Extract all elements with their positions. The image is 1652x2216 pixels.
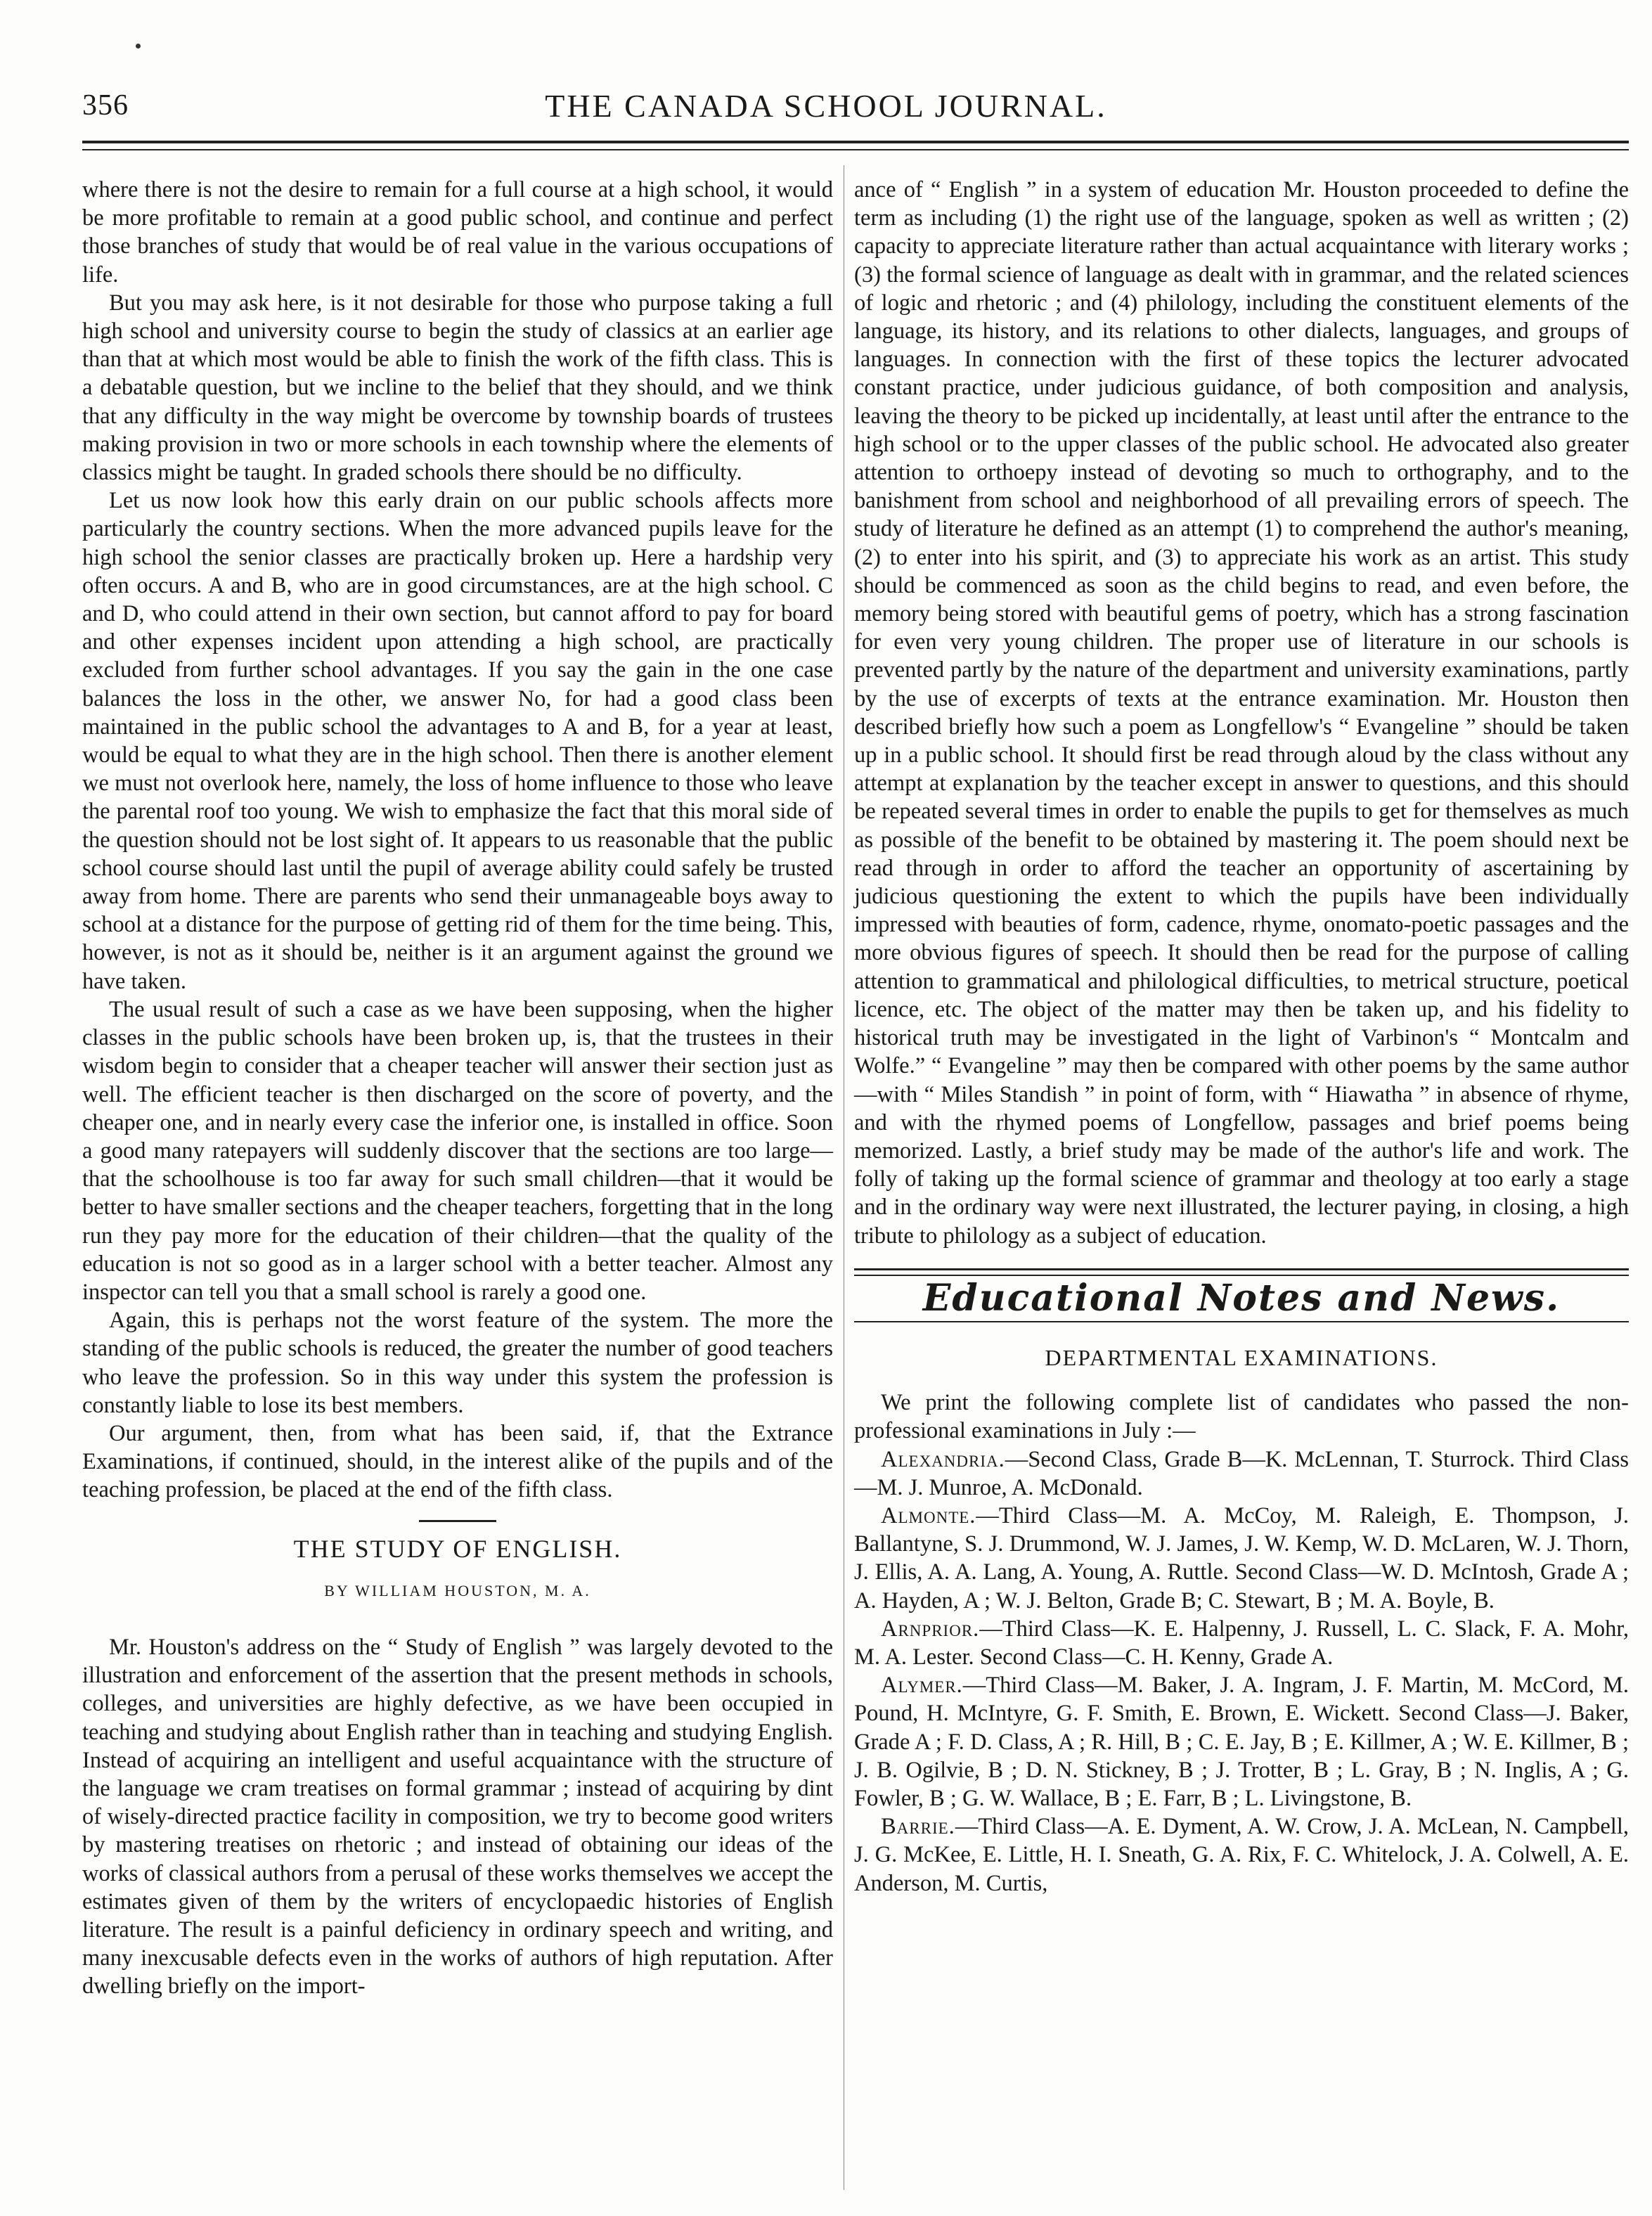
section-rule-lower xyxy=(854,1321,1629,1322)
list-item xyxy=(854,1445,1629,1502)
entry-text: —Third Class—A. E. Dyment, A. W. Crow, J. A. McLean, N. Campbell, J. G. McKee, E. Little, H. I. Sneath, G. A. Rix, F. C. Whitelock, J. A. Colwell, A. E. Anderson, M. Curtis, xyxy=(854,1814,1629,1896)
journal-title: THE CANADA SCHOOL JOURNAL. xyxy=(545,88,1107,124)
town-name: Alexandria. xyxy=(881,1446,1005,1472)
section-title: Educational Notes and News. xyxy=(922,1276,1561,1320)
paragraph: ance of “ English ” in a system of education Mr. Houston proceeded to define the term as including (1) the right use of the language, spoken as well as written ; (2) capacity to appreciate literature rather than actual acquaintance with literary works ; (3) the formal science of language as dealt with in grammar, and the related sciences of logic and rhetoric ; and (4) philology, including the constituent elements of the language, its history, and its relations to other dialects, languages, and groups of languages. In connection with the first of these topics the lecturer advocated constant practice, under judicious guidance, of both composition and analysis, leaving the theory to be picked up incidentally, at least until after the entrance to the high school or to the upper classes of the public school. He advocated also greater attention to orthoepy instead of devoting so much to orthography, and to the banishment from school and neighborhood of all prevailing errors of speech. The study of literature he defined as an attempt (1) to comprehend the author's meaning, (2) to enter into his spirit, and (3) to appreciate his work as an artist. This study should be commenced as soon as the child begins to read, and even before, the memory being stored with beautiful gems of poetry, which has a strong fascination for even very young children. The proper use of literature in our schools is prevented partly by the nature of the department and university examinations, partly by the use of excerpts of texts at the entrance examination. Mr. Houston then described briefly how such a poem as Longfellow's “ Evangeline ” should be taken up in a public school. It should first be read through aloud by the class without any attempt at explanation by the teacher except in answer to questions, and this should be repeated several times in order to enable the pupils to get for themselves as much as possible of the benefit to be obtained by mastering it. The poem should next be read through in order to afford the teacher an opportunity of ascertaining by judicious questioning the extent to which the pupils have been individually impressed with beauties of form, cadence, rhyme, onomato-poetic passages and the more obvious figures of speech. It should then be read for the purpose of calling attention to grammatical and philological difficulties, to metrical structure, poetical licence, etc. The object of the matter may then be taken up, and his fidelity to historical truth may be investigated in the light of Varbinon's “ Montcalm and Wolfe.” “ Evangeline ” may then be compared with other poems by the same author—with “ Miles Standish ” in point of form, with “ Hiawatha ” in absence of rhyme, and with the rhymed poems of Longfellow, passages and brief poems being memorized. Lastly, a brief study may be made of the author's life and work. The folly of taking up the formal science of grammar and theology at too early a stage and in the ordinary way were next illustrated, the lecturer paying, in closing, a high tribute to philology as a subject of education. xyxy=(854,177,1629,1249)
article-title: THE STUDY OF ENGLISH. xyxy=(293,1534,622,1563)
paragraph: The usual result of such a case as we have been supposing, when the higher classes in the public schools have been broken up, is, that the trustees in their wisdom begin to consider that a cheaper teacher will answer their section just as well. The efficient teacher is then discharged on the score of poverty, and the cheaper one, and in nearly every case the inferior one, is installed in office. Soon a good many ratepayers will suddenly discover that the sections are too large—that the schoolhouse is too far away for such small children—that it would be better to have smaller sections and the cheaper teachers, forgetting that in the long run they pay more for the education of their children—that the quality of the education is not so good as in a larger school with a better teacher. Almost any inspector can tell you that a small school is rarely a good one. xyxy=(82,996,833,1305)
list-item xyxy=(854,1671,1629,1812)
right-column xyxy=(854,176,1629,1898)
list-item xyxy=(854,1502,1629,1615)
town-name: Barrie. xyxy=(881,1814,955,1840)
header-rule-thick xyxy=(82,141,1629,143)
entry-text: —Second Class, Grade B—K. McLennan, T. Sturrock. Third Class—M. J. Munroe, A. McDonald. xyxy=(854,1446,1629,1500)
header-rule-thin xyxy=(82,149,1629,150)
section-rule-thick xyxy=(854,1268,1629,1270)
list-item xyxy=(854,1615,1629,1671)
dept-title: DEPARTMENTAL EXAMINATIONS. xyxy=(1045,1344,1438,1370)
paragraph: But you may ask here, is it not desirable for those who purpose taking a full high school and university course to begin the study of classics at an earlier age than that at which most would be able to finish the work of the fifth class. This is a debatable question, but we incline to the belief that they should, and we think that any difficulty in the way might be overcome by township boards of trustees making provision in two or more schools in each township where the elements of classics might be taught. In graded schools there should be no difficulty. xyxy=(82,290,833,486)
paragraph: where there is not the desire to remain for a full course at a high school, it would be more profitable to remain at a good public school, and continue and perfect those branches of study that would be of real value in the various occupations of life. xyxy=(82,177,833,288)
page-number: 356 xyxy=(82,89,129,122)
entry-text: —Third Class—M. A. McCoy, M. Raleigh, E. Thompson, J. Ballantyne, S. J. Drummond, W. J. James, J. W. Kemp, W. D. McLaren, W. J. Thorn, J. Ellis, A. A. Lang, A. Young, A. Ruttle. Second Class—W. D. McIntosh, Grade A ; A. Hayden, A ; W. J. Belton, Grade B; C. Stewart, B ; M. A. Boyle, B. xyxy=(854,1502,1629,1613)
ink-speck xyxy=(136,44,141,49)
list-item xyxy=(854,1812,1629,1898)
entry-text: —Third Class—M. Baker, J. A. Ingram, J. F. Martin, M. McCord, M. Pound, H. McIntyre, G. F. Smith, E. Brown, E. Wickett. Second Class—J. Baker, Grade A ; F. D. Class, A ; R. Hill, B ; C. E. Jay, B ; E. Killmer, A ; W. E. Killmer, B ; J. B. Ogilvie, B ; D. N. Stickney, B ; J. Trotter, B ; L. Gray, B ; N. Inglis, A ; G. Fowler, B ; G. W. Wallace, B ; E. Farr, B ; L. Livingstone, B. xyxy=(854,1673,1629,1811)
town-name: Almonte. xyxy=(881,1502,976,1528)
paragraph: Again, this is perhaps not the worst feature of the system. The more the standing of the public schools is reduced, the greater the number of good teachers who leave the profession. So in this way under this system the profession is constantly liable to lose its best members. xyxy=(82,1308,833,1418)
entry-text: —Third Class—K. E. Halpenny, J. Russell, L. C. Slack, F. A. Mohr, M. A. Lester. Second Class—C. H. Kenny, Grade A. xyxy=(854,1616,1629,1670)
article-byline: BY WILLIAM HOUSTON, M. A. xyxy=(324,1581,591,1599)
section-rule xyxy=(419,1520,496,1522)
town-name: Alymer. xyxy=(881,1673,963,1699)
paragraph: Our argument, then, from what has been said, if, that the Extrance Examinations, if continued, should, in the interest alike of the pupils and of the teaching profession, be placed at the end of the fifth class. xyxy=(82,1420,833,1503)
town-name: Arnprior. xyxy=(881,1616,980,1642)
left-column xyxy=(82,176,833,2001)
section-rule-thin xyxy=(854,1275,1629,1276)
paragraph: Let us now look how this early drain on our public schools affects more particularly the country sections. When the more advanced pupils leave for the high school the senior classes are practically broken up. Here a hardship very often occurs. A and B, who are in good circumstances, are at the high school. C and D, who could attend in their own section, but cannot afford to pay for board and other expenses incident upon attending a high school, are practically excluded from further school advantages. If you say the gain in the one case balances the loss in the other, we answer No, for had a good class been maintained in the public school the advantages to A and B, for a year at least, would be equal to what they are in the high school. Then there is another element we must not overlook here, namely, the loss of home influence to those who leave the parental roof too young. We wish to emphasize the fact that this moral side of the question should not be lost sight of. It appears to us reasonable that the public school course should last until the pupil of average ability could safely be trusted away from home. There are parents who send their unmanageable boys away to school at a distance for the purpose of getting rid of them for the time being. This, however, is not as it should be, neither is it an argument against the ground we have taken. xyxy=(82,488,833,994)
paragraph: Mr. Houston's address on the “ Study of English ” was largely devoted to the illustration and enforcement of the assertion that the present methods in schools, colleges, and universities are highly defective, as we have been occupied in teaching and studying about English rather than in teaching and studying English. Instead of acquiring an intelligent and useful acquaintance with the structure of the language we cram treatises on formal grammar ; instead of acquiring by dint of wisely-directed practice facility in composition, we try to become good writers by mastering treatises on rhetoric ; and instead of obtaining our ideas of the works of classical authors from a perusal of these works themselves we accept the estimates given of them by the writers of encyclopaedic histories of English literature. The result is a painful deficiency in ordinary speech and writing, and many inexcusable defects even in the works of authors of high reputation. After dwelling briefly on the import- xyxy=(82,1634,833,1999)
intro-paragraph: We print the following complete list of candidates who passed the non-professional examinations in July :— xyxy=(854,1390,1629,1444)
